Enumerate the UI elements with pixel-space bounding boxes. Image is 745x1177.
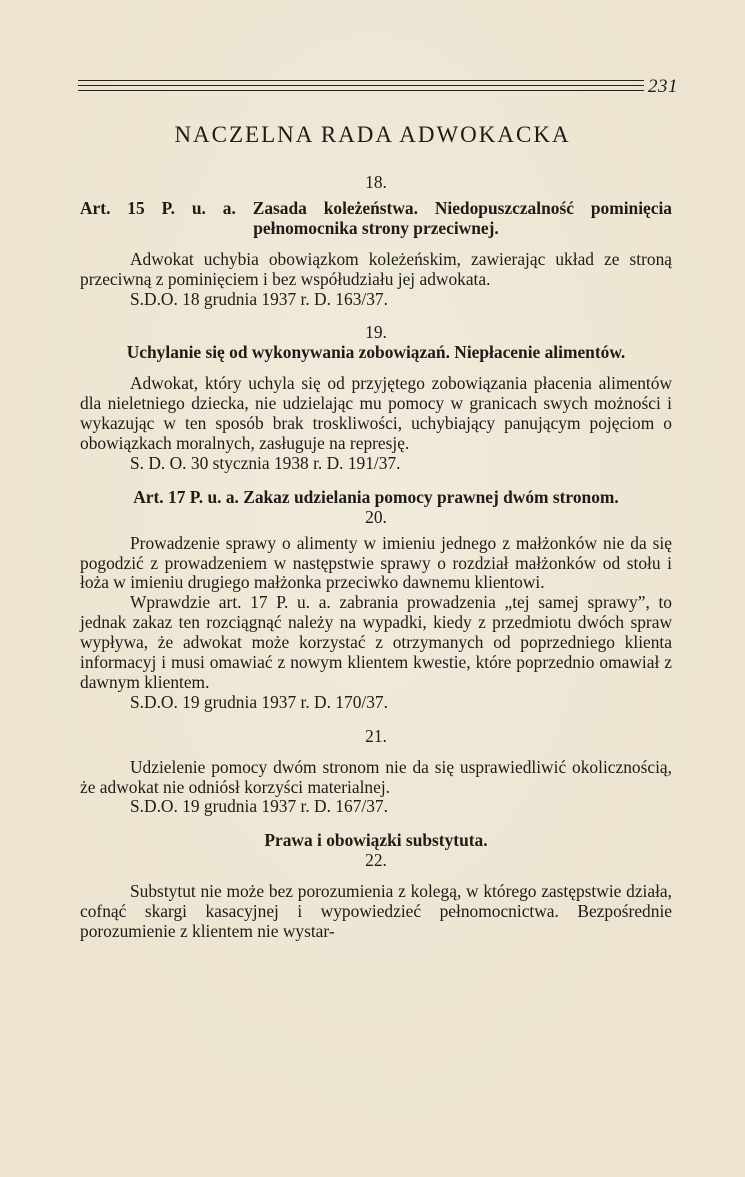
section-body-18: Adwokat uchybia obowiązkom koleżeńskim, zawierając układ ze stroną przeciwną z pominięciem i bez współudziału jej adwokata. (80, 248, 672, 289)
section-body-20-continued: Wprawdzie art. 17 P. u. a. zabrania prowadzenia „tej samej sprawy”, to jednak zakaz ten rozciągnąć należy na wypadki, kiedy z przedmiotu dwóch spraw wypływa, że adwokat może korzystać z otrzymanych od poprzedniego klienta informacyj i musi omawiać z nowym klientem kwestie, które poprzednio omawiał z dawnym klientem. (80, 592, 672, 692)
section-heading-18: Art. 15 P. u. a. Zasada koleżeństwa. Niedopuszczalność pominięcia pełnomocnika strony przeciwnej. (80, 197, 672, 238)
page-content (80, 173, 672, 942)
article-heading-art-17: Art. 17 P. u. a. Zakaz udzielania pomocy prawnej dwóm stronom. (133, 486, 619, 507)
page-number: 231 (648, 76, 678, 97)
section-heading-19: Uchylanie się od wykonywania zobowiązań. Niepłacenie alimentów. (126, 342, 626, 363)
header-rule-middle (78, 85, 644, 86)
header-rule-bottom (78, 90, 644, 91)
section-citation-19: S. D. O. 30 stycznia 1938 r. D. 191/37. (130, 452, 401, 473)
header-rule-top (78, 80, 644, 81)
section-number-19: 19. (365, 322, 387, 343)
section-body-21: Udzielenie pomocy dwóm stronom nie da się usprawiedliwić okolicznością, że adwokat nie odniósł korzyści materialnej. (80, 756, 672, 797)
section-body-19: Adwokat, który uchyla się od przyjętego zobowiązania płacenia alimentów dla nieletniego dziecka, nie udzielając mu pomocy w granicach swych możności i wykazując w ten sposób brak troskliwości, uchybiający panującym pojęciom o obowiązkach moralnych, zasługuje na represję. (80, 373, 672, 453)
running-title: NACZELNA RADA ADWOKACKA (174, 122, 571, 147)
section-body-22: Substytut nie może bez porozumienia z kolegą, w którego zastępstwie działa, cofnąć skargi kasacyjnej i wypowiedzieć pełnomocnictwa. Bezpośrednie porozumienie z klientem nie wystar- (80, 881, 672, 941)
section-number-18: 18. (365, 172, 387, 192)
subheading-substitute: Prawa i obowiązki substytuta. (264, 830, 488, 851)
section-citation-21: S.D.O. 19 grudnia 1937 r. D. 167/37. (130, 796, 388, 817)
section-citation-20: S.D.O. 19 grudnia 1937 r. D. 170/37. (130, 691, 388, 712)
section-citation-18: S.D.O. 18 grudnia 1937 r. D. 163/37. (130, 288, 388, 309)
section-number-20: 20. (365, 506, 387, 527)
section-number-22: 22. (365, 850, 387, 871)
section-body-20: Prowadzenie sprawy o alimenty w imieniu jednego z małżonków nie da się pogodzić z prowadzeniem w następstwie sprawy o rozdział małżonków od stołu i łoża w imieniu drugiego małżonka przeciwko dawnemu klientowi. (80, 532, 672, 593)
section-number-21: 21. (365, 725, 387, 746)
